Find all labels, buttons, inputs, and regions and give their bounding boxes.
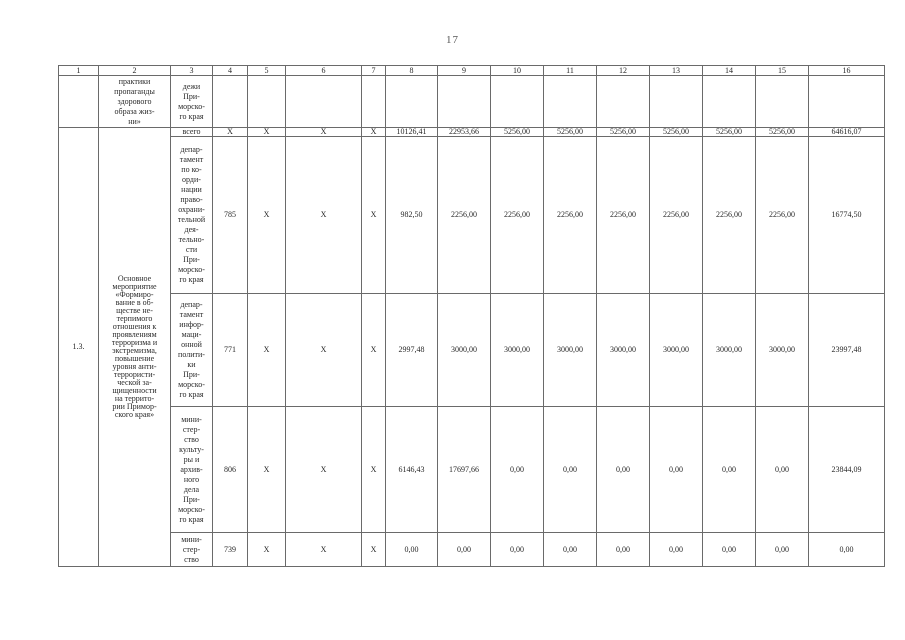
column-header: 12 (597, 66, 650, 76)
continued-executor: дежи При- морско- го края (171, 76, 213, 128)
column-header: 6 (286, 66, 362, 76)
column-header: 7 (362, 66, 386, 76)
year-value-cell: 2256,00 (491, 137, 544, 294)
vr-cell: X (362, 407, 386, 533)
budget-row (59, 407, 885, 533)
measure-number: 1.3. (59, 128, 99, 567)
page-number: 17 (446, 34, 459, 46)
executor-cell: мини- стер- ство (171, 533, 213, 567)
vr-cell: X (362, 128, 386, 137)
executor-cell: депар- тамент инфор- маци- онной полити- ки При- морско- го края (171, 294, 213, 407)
year-value-cell: 3000,00 (438, 294, 491, 407)
column-header: 5 (248, 66, 286, 76)
empty-cell (438, 76, 491, 128)
column-header: 10 (491, 66, 544, 76)
year-value-cell: 0,00 (703, 407, 756, 533)
year-value-cell: 0,00 (703, 533, 756, 567)
vr-cell: X (362, 533, 386, 567)
vr-cell: X (362, 137, 386, 294)
empty-cell (362, 76, 386, 128)
column-header: 8 (386, 66, 438, 76)
executor-cell: мини- стер- ство культу- ры и архив- ного дела При- морско- го края (171, 407, 213, 533)
column-number-header (59, 66, 885, 76)
column-header: 14 (703, 66, 756, 76)
csr-cell: X (286, 294, 362, 407)
grbs-cell: 771 (213, 294, 248, 407)
year-value-cell: 0,00 (597, 407, 650, 533)
vr-cell: X (362, 294, 386, 407)
rzpr-cell: X (248, 533, 286, 567)
column-header: 3 (171, 66, 213, 76)
year-value-cell: 17697,66 (438, 407, 491, 533)
year-value-cell: 0,00 (386, 533, 438, 567)
grbs-cell: 806 (213, 407, 248, 533)
empty-cell (809, 76, 885, 128)
year-value-cell: 2256,00 (650, 137, 703, 294)
year-value-cell: 3000,00 (544, 294, 597, 407)
empty-cell (597, 76, 650, 128)
year-value-cell: 0,00 (650, 407, 703, 533)
year-value-cell: 0,00 (756, 533, 809, 567)
year-value-cell: 2256,00 (544, 137, 597, 294)
empty-cell (756, 76, 809, 128)
column-header: 13 (650, 66, 703, 76)
budget-row (59, 137, 885, 294)
rzpr-cell: X (248, 137, 286, 294)
year-value-cell: 6146,43 (386, 407, 438, 533)
total-cell: 64616,07 (809, 128, 885, 137)
total-cell: 16774,50 (809, 137, 885, 294)
empty-cell (286, 76, 362, 128)
measure-name: Основное мероприятие «Формиро- вание в об- ществе не- терпимого отношения к проявлениям терроризма и экстремизма, повышение уровня анти- террористи- ческой за- щищенности на террито- рии Примор- ского края» (99, 128, 171, 567)
executor-cell: всего (171, 128, 213, 137)
year-value-cell: 5256,00 (544, 128, 597, 137)
total-cell: 23997,48 (809, 294, 885, 407)
year-value-cell: 5256,00 (703, 128, 756, 137)
year-value-cell: 2256,00 (703, 137, 756, 294)
year-value-cell: 982,50 (386, 137, 438, 294)
grbs-cell: 785 (213, 137, 248, 294)
year-value-cell: 0,00 (756, 407, 809, 533)
total-cell: 23844,09 (809, 407, 885, 533)
empty-cell (386, 76, 438, 128)
rzpr-cell: X (248, 128, 286, 137)
year-value-cell: 2256,00 (438, 137, 491, 294)
empty-cell (650, 76, 703, 128)
column-header: 4 (213, 66, 248, 76)
empty-cell (703, 76, 756, 128)
empty-cell (248, 76, 286, 128)
year-value-cell: 0,00 (438, 533, 491, 567)
column-header: 1 (59, 66, 99, 76)
year-value-cell: 2256,00 (756, 137, 809, 294)
empty-cell (544, 76, 597, 128)
year-value-cell: 3000,00 (756, 294, 809, 407)
column-header: 16 (809, 66, 885, 76)
grbs-cell: X (213, 128, 248, 137)
executor-cell: депар- тамент по ко- орди- нации право- охрани- тельной дея- тельно- сти При- морско- го края (171, 137, 213, 294)
column-header: 15 (756, 66, 809, 76)
csr-cell: X (286, 137, 362, 294)
continued-measure-name: практики пропаганды здорового образа жиз- ни» (99, 76, 171, 128)
csr-cell: X (286, 533, 362, 567)
empty-cell (59, 76, 99, 128)
year-value-cell: 5256,00 (650, 128, 703, 137)
year-value-cell: 3000,00 (703, 294, 756, 407)
year-value-cell: 10126,41 (386, 128, 438, 137)
rzpr-cell: X (248, 294, 286, 407)
year-value-cell: 22953,66 (438, 128, 491, 137)
year-value-cell: 2997,48 (386, 294, 438, 407)
year-value-cell: 0,00 (544, 407, 597, 533)
budget-row (59, 128, 885, 137)
csr-cell: X (286, 407, 362, 533)
year-value-cell: 0,00 (597, 533, 650, 567)
column-header: 9 (438, 66, 491, 76)
budget-table (58, 65, 885, 567)
year-value-cell: 5256,00 (491, 128, 544, 137)
continuation-row (59, 76, 885, 128)
year-value-cell: 5256,00 (756, 128, 809, 137)
empty-cell (213, 76, 248, 128)
year-value-cell: 0,00 (544, 533, 597, 567)
year-value-cell: 3000,00 (491, 294, 544, 407)
budget-row (59, 533, 885, 567)
total-cell: 0,00 (809, 533, 885, 567)
rzpr-cell: X (248, 407, 286, 533)
budget-table-body (59, 66, 885, 567)
year-value-cell: 2256,00 (597, 137, 650, 294)
csr-cell: X (286, 128, 362, 137)
empty-cell (491, 76, 544, 128)
year-value-cell: 0,00 (650, 533, 703, 567)
column-header: 11 (544, 66, 597, 76)
year-value-cell: 5256,00 (597, 128, 650, 137)
year-value-cell: 3000,00 (650, 294, 703, 407)
year-value-cell: 0,00 (491, 407, 544, 533)
column-header: 2 (99, 66, 171, 76)
budget-row (59, 294, 885, 407)
grbs-cell: 739 (213, 533, 248, 567)
year-value-cell: 3000,00 (597, 294, 650, 407)
year-value-cell: 0,00 (491, 533, 544, 567)
